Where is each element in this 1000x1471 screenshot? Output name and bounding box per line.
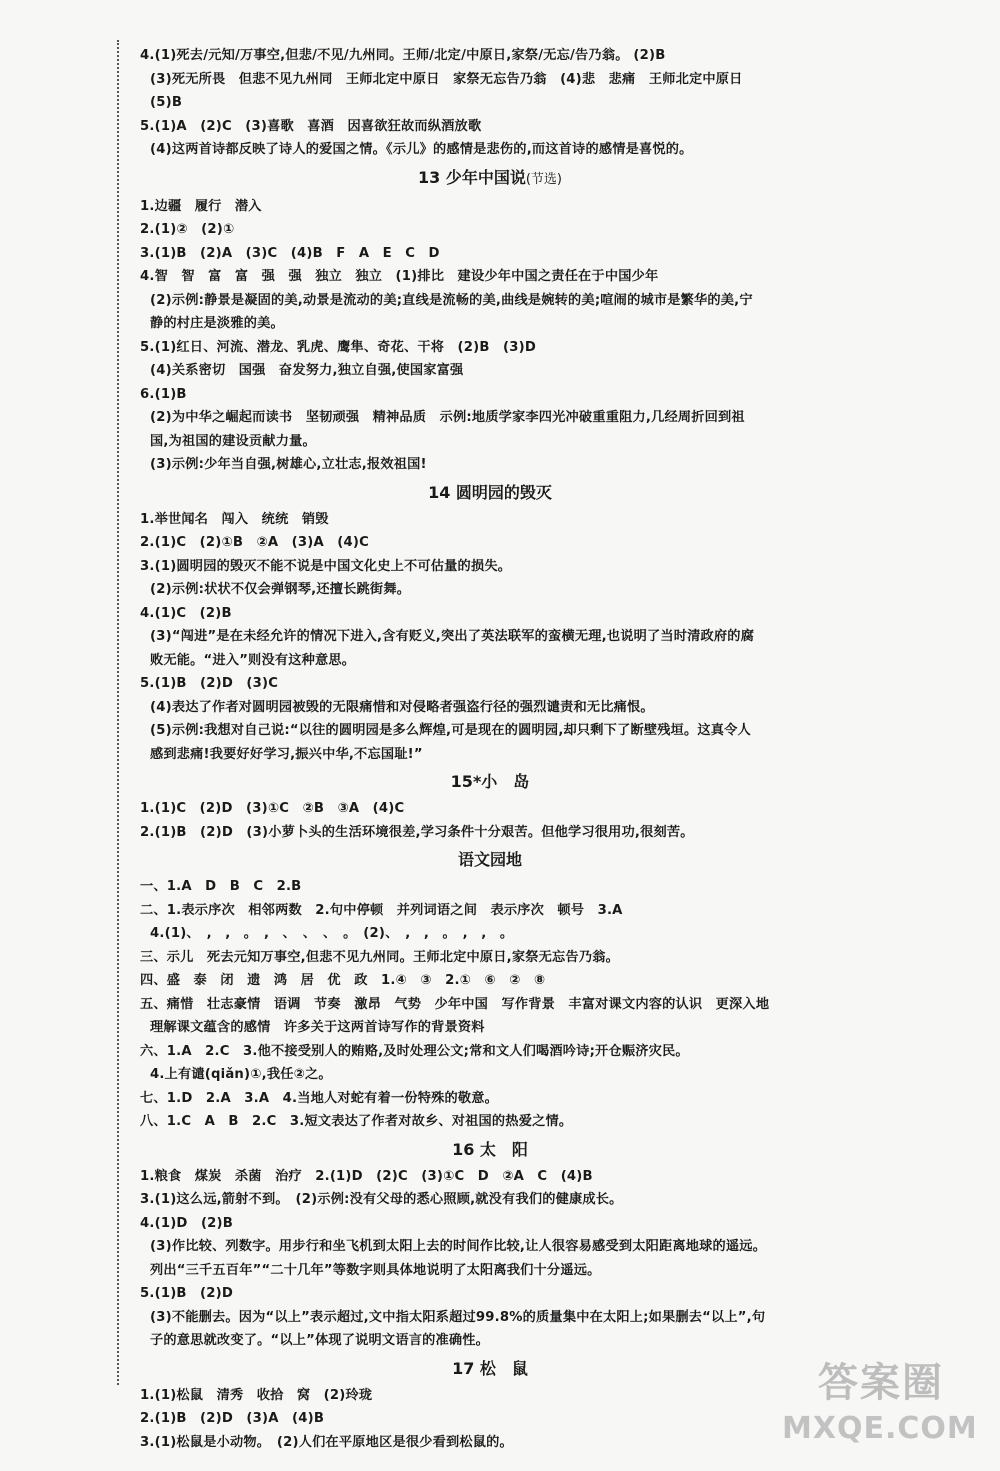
answer-line: 4.智 智 富 富 强 强 独立 独立 (1)排比 建设少年中国之责任在于中国少年 — [140, 269, 659, 284]
section-title-text: 14 圆明园的毁灭 — [428, 482, 552, 502]
answer-line: 3.(1)圆明园的毁灭不能不说是中国文化史上不可估量的损失。 — [140, 558, 512, 574]
answer-line: (3)作比较、列数字。用步行和坐飞机到太阳上去的时间作比较,让人很容易感受到太阳距离地球的遥远。 — [150, 1239, 767, 1254]
answer-line: 6.(1)B — [140, 386, 187, 402]
answer-line: 静的村庄是淡雅的美。 — [150, 316, 284, 331]
watermark-logo: 答案圈 — [818, 1359, 944, 1406]
answer-line: (2)示例:状状不仅会弹钢琴,还擅长跳街舞。 — [150, 582, 411, 597]
answer-line: 4.(1)C (2)B — [140, 605, 232, 621]
answer-line: (3)示例:少年当自强,树雄心,立壮志,报效祖国! — [150, 457, 427, 472]
section-title — [140, 768, 840, 795]
answer-line: 4.(1)D (2)B — [140, 1215, 234, 1231]
answer-line: (2)为中华之崛起而读书 坚韧顽强 精神品质 示例:地质学家李四光冲破重重阻力,几经周折回到祖 — [150, 410, 745, 425]
section-title-text: 16 太 阳 — [452, 1139, 528, 1159]
section-title — [140, 1136, 840, 1163]
answer-line: 四、盛 泰 闭 遗 鸿 居 优 政 1.④ ③ 2.① ⑥ ② ⑧ — [140, 973, 546, 988]
answer-line: (3)不能删去。因为“以上”表示超过,文中指太阳系超过99.8%的质量集中在太阳上;如果删去“以上”,句 — [150, 1309, 766, 1325]
answer-line: 1.(1)松鼠 清秀 收拾 窝 (2)玲珑 — [140, 1387, 373, 1403]
answer-line: 三、示儿 死去元知万事空,但悲不见九州同。王师北定中原日,家祭无忘告乃翁。 — [140, 949, 619, 965]
answer-line: 5.(1)B (2)D — [140, 1286, 234, 1301]
answer-line: 1.举世闻名 闯入 统统 销毁 — [140, 511, 329, 527]
section-title — [140, 164, 840, 193]
answer-line: 3.(1)B (2)A (3)C (4)B F A E C D — [140, 245, 440, 261]
answer-line: 二、1.表示序次 相邻两数 2.句中停顿 并列词语之间 表示序次 顿号 3.A — [140, 902, 623, 918]
section-title — [140, 479, 840, 506]
answer-line: (2)示例:静景是凝固的美,动景是流动的美;直线是流畅的美,曲线是婉转的美;喧闹的城市是繁华的美,宁 — [150, 292, 753, 308]
answer-line: 列出“三千五百年”“二十几年”等数字则具体地说明了太阳离我们十分遥远。 — [150, 1262, 601, 1278]
answer-line: 3.(1)这么远,箭射不到。 (2)示例:没有父母的悉心照顾,就没有我们的健康成长。 — [140, 1192, 623, 1207]
answer-line: 国,为祖国的建设贡献力量。 — [150, 433, 316, 449]
answer-line: 六、1.A 2.C 3.他不接受别人的贿赂,及时处理公文;常和文人们喝酒吟诗;开仓赈济灾民。 — [140, 1043, 689, 1059]
answer-line: 一、1.A D B C 2.B — [140, 879, 302, 894]
section-title-note: (节选) — [525, 171, 562, 187]
answer-line: 4.(1)、 , , 。 , 、 、 、 。 (2)、 , , 。 , , 。 — [150, 926, 514, 941]
answer-line: 2.(1)② (2)① — [140, 222, 235, 237]
answer-line: 2.(1)C (2)①B ②A (3)A (4)C — [140, 535, 370, 550]
answer-line: 感到悲痛!我要好好学习,振兴中华,不忘国耻!” — [150, 746, 423, 762]
answer-line: 4.上有谴(qiǎn)①,我任②之。 — [150, 1067, 332, 1082]
watermark-url: MXQE.COM — [782, 1411, 978, 1446]
answer-content — [140, 44, 840, 1454]
answer-line: (3)“闯进”是在未经允许的情况下进入,含有贬义,突出了英法联军的蛮横无理,也说明了当时清政府的腐 — [150, 629, 755, 644]
answer-line: 败无能。“进入”则没有这种意思。 — [150, 652, 356, 668]
answer-line: 理解课文蕴含的感情 许多关于这两首诗写作的背景资料 — [150, 1020, 485, 1035]
answer-line: 七、1.D 2.A 3.A 4.当地人对蛇有着一份特殊的敬意。 — [140, 1090, 499, 1106]
section-title-text: 13 少年中国说 — [418, 167, 526, 187]
answer-line: 2.(1)B (2)D (3)小萝卜头的生活环境很差,学习条件十分艰苦。但他学习很用功,很刻苦。 — [140, 824, 694, 840]
answer-line: (3)死无所畏 但悲不见九州同 王师北定中原日 家祭无忘告乃翁 (4)悲 悲痛 王师北定中原日 — [150, 71, 743, 87]
answer-line: 1.粮食 煤炭 杀菌 治疗 2.(1)D (2)C (3)①C D ②A C (4)B — [140, 1168, 593, 1184]
answer-line: 1.(1)C (2)D (3)①C ②B ③A (4)C — [140, 801, 405, 816]
answer-line: 4.(1)死去/元知/万事空,但悲/不见/九州同。王师/北定/中原日,家祭/无忘/告乃翁。 (2)B — [140, 48, 666, 63]
answer-line: 2.(1)B (2)D (3)A (4)B — [140, 1411, 325, 1426]
binding-margin-line — [117, 40, 119, 1385]
section-title-text: 17 松 鼠 — [452, 1358, 528, 1378]
answer-line: 5.(1)B (2)D (3)C — [140, 676, 279, 691]
answer-line: 五、痛惜 壮志豪情 语调 节奏 激昂 气势 少年中国 写作背景 丰富对课文内容的认识 更深入地 — [140, 996, 770, 1012]
answer-line: 子的意思就改变了。“以上”体现了说明文语言的准确性。 — [150, 1333, 490, 1348]
watermark — [782, 1351, 978, 1461]
section-title — [140, 846, 840, 873]
answer-line: 1.边疆 履行 潜入 — [140, 198, 262, 214]
section-title — [140, 1355, 840, 1382]
answer-line: (5)示例:我想对自己说:“以往的圆明园是多么辉煌,可是现在的圆明园,却只剩下了断壁残垣。这真令人 — [150, 723, 751, 738]
answer-line: 3.(1)松鼠是小动物。 (2)人们在平原地区是很少看到松鼠的。 — [140, 1434, 513, 1450]
answer-line: (4)表达了作者对圆明园被毁的无限痛惜和对侵略者强盗行径的强烈谴责和无比痛恨。 — [150, 699, 654, 715]
answer-line: 5.(1)红日、河流、潜龙、乳虎、鹰隼、奇花、干将 (2)B (3)D — [140, 339, 536, 355]
answer-line: (4)这两首诗都反映了诗人的爱国之情。《示儿》的感情是悲伤的,而这首诗的感情是喜悦的。 — [150, 142, 693, 157]
answer-line: 5.(1)A (2)C (3)喜歌 喜酒 因喜欲狂故而纵酒放歌 — [140, 118, 482, 134]
section-title-text: 语文园地 — [457, 850, 522, 869]
answer-line: 八、1.C A B 2.C 3.短文表达了作者对故乡、对祖国的热爱之情。 — [140, 1114, 573, 1129]
section-title-text: 15*小 岛 — [450, 772, 530, 791]
answer-line: (4)关系密切 国强 奋发努力,独立自强,使国家富强 — [150, 363, 464, 378]
answer-line: (5)B — [150, 95, 183, 110]
